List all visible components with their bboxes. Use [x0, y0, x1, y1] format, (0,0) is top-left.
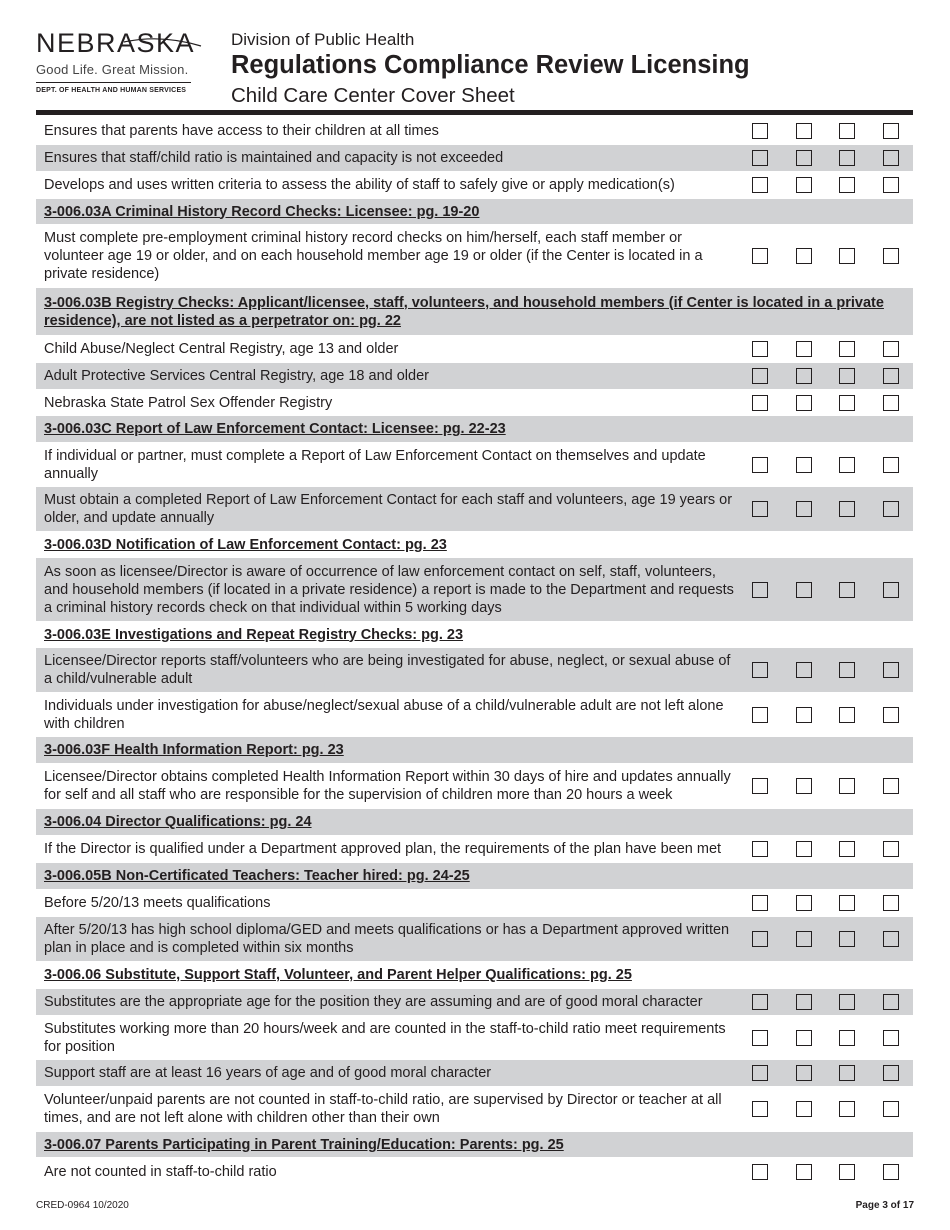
review-checkbox-4[interactable]	[883, 457, 899, 473]
review-checkbox-2[interactable]	[796, 248, 812, 264]
review-checkbox-2[interactable]	[796, 368, 812, 384]
page-header	[0, 0, 950, 112]
section-header-row	[36, 622, 913, 648]
checklist-row	[36, 836, 913, 863]
review-checkbox-1[interactable]	[752, 931, 768, 947]
review-checkbox-2[interactable]	[796, 1101, 812, 1117]
requirement-text: Licensee/Director obtains completed Health Information Report within 30 days of hire and updates annually for self and all staff who are responsible for the supervision of children more than 20 hours a week	[44, 769, 731, 803]
review-checkbox-4[interactable]	[883, 341, 899, 357]
review-checkbox-3[interactable]	[839, 457, 855, 473]
review-checkbox-3[interactable]	[839, 501, 855, 517]
nebraska-dhhs-logo	[36, 28, 206, 94]
review-checkbox-1[interactable]	[752, 1065, 768, 1081]
compliance-checklist	[36, 118, 913, 1186]
review-checkbox-1[interactable]	[752, 1101, 768, 1117]
review-checkbox-4[interactable]	[883, 248, 899, 264]
requirement-text: Must obtain a completed Report of Law Enforcement Contact for each staff and volunteers, age 19 years or older, and update annually	[44, 492, 733, 526]
review-checkbox-4[interactable]	[883, 1101, 899, 1117]
section-heading: 3-006.03C Report of Law Enforcement Contact: Licensee: pg. 22-23	[44, 421, 506, 437]
section-header-row	[36, 416, 913, 443]
review-checkbox-2[interactable]	[796, 1030, 812, 1046]
header-divider	[36, 110, 913, 115]
review-checkbox-2[interactable]	[796, 931, 812, 947]
review-checkbox-4[interactable]	[883, 778, 899, 794]
checklist-row	[36, 145, 913, 172]
review-checkbox-3[interactable]	[839, 177, 855, 193]
logo-wordmark: NEBRASKA	[36, 28, 196, 58]
requirement-text: Develops and uses written criteria to assess the ability of staff to safely give or apply medication(s)	[44, 177, 675, 193]
review-checkbox-2[interactable]	[796, 778, 812, 794]
section-heading: 3-006.04 Director Qualifications: pg. 24	[44, 814, 312, 830]
section-heading: 3-006.03D Notification of Law Enforcement Contact: pg. 23	[44, 536, 447, 553]
division-name: Division of Public Health	[231, 30, 415, 49]
review-checkbox-3[interactable]	[839, 248, 855, 264]
review-checkbox-3[interactable]	[839, 150, 855, 166]
requirement-text: Volunteer/unpaid parents are not counted in staff-to-child ratio, are supervised by Director or teacher at all times, and are not left alone with children other than their own	[44, 1092, 722, 1126]
review-checkbox-3[interactable]	[839, 368, 855, 384]
requirement-text: Licensee/Director reports staff/volunteers who are being investigated for abuse, neglect, or sexual abuse of a child/vulnerable adult	[44, 653, 731, 687]
review-checkbox-4[interactable]	[883, 994, 899, 1010]
review-checkbox-2[interactable]	[796, 707, 812, 723]
section-header-row	[36, 809, 913, 836]
requirement-text: Ensures that parents have access to their children at all times	[44, 123, 439, 139]
review-checkbox-4[interactable]	[883, 501, 899, 517]
review-checkbox-3[interactable]	[839, 931, 855, 947]
review-checkbox-2[interactable]	[796, 1065, 812, 1081]
section-heading: 3-006.03A Criminal History Record Checks: Licensee: pg. 19-20	[44, 203, 480, 220]
review-checkbox-4[interactable]	[883, 895, 899, 911]
logo-divider	[36, 82, 191, 83]
review-checkbox-3[interactable]	[839, 895, 855, 911]
page-subtitle: Child Care Center Cover Sheet	[231, 84, 515, 107]
review-checkbox-4[interactable]	[883, 1030, 899, 1046]
review-checkbox-4[interactable]	[883, 1164, 899, 1180]
checklist-row	[36, 890, 913, 917]
checklist-row	[36, 336, 913, 363]
logo-department: DEPT. OF HEALTH AND HUMAN SERVICES	[36, 87, 187, 94]
review-checkbox-1[interactable]	[752, 150, 768, 166]
checklist-row	[36, 648, 913, 693]
review-checkbox-1[interactable]	[752, 123, 768, 139]
requirement-text: Are not counted in staff-to-child ratio	[44, 1163, 277, 1180]
checklist-row	[36, 172, 913, 199]
checklist-row	[36, 693, 913, 737]
review-checkbox-3[interactable]	[839, 341, 855, 357]
review-checkbox-4[interactable]	[883, 662, 899, 678]
requirement-text: Support staff are at least 16 years of age and of good moral character	[44, 1065, 492, 1081]
checklist-row	[36, 1016, 913, 1060]
review-checkbox-1[interactable]	[752, 395, 768, 411]
review-checkbox-4[interactable]	[883, 931, 899, 947]
review-checkbox-2[interactable]	[796, 582, 812, 598]
checklist-row	[36, 1087, 913, 1132]
checklist-row	[36, 917, 913, 962]
section-header-row	[36, 962, 913, 989]
review-checkbox-2[interactable]	[796, 662, 812, 678]
checklist-row	[36, 363, 913, 390]
requirement-text: Must complete pre-employment criminal history record checks on him/herself, each staff member or volunteer age 19 or older, and on each household member age 19 or older (if the Center is located in a private residence)	[44, 230, 703, 282]
review-checkbox-2[interactable]	[796, 994, 812, 1010]
checklist-row	[36, 443, 913, 487]
page-number: Page 3 of 17	[855, 1200, 914, 1211]
review-checkbox-1[interactable]	[752, 248, 768, 264]
section-header-row	[36, 1132, 913, 1158]
review-checkbox-3[interactable]	[839, 994, 855, 1010]
logo-swoosh-icon	[36, 28, 206, 58]
review-checkbox-4[interactable]	[883, 150, 899, 166]
review-checkbox-2[interactable]	[796, 895, 812, 911]
review-checkbox-3[interactable]	[839, 123, 855, 139]
review-checkbox-2[interactable]	[796, 341, 812, 357]
review-checkbox-4[interactable]	[883, 707, 899, 723]
review-checkbox-4[interactable]	[883, 123, 899, 139]
requirement-text: After 5/20/13 has high school diploma/GED and meets qualifications or has a Department approved written plan in place and is completed within six months	[44, 922, 730, 956]
review-checkbox-1[interactable]	[752, 778, 768, 794]
review-checkbox-2[interactable]	[796, 457, 812, 473]
section-header-row	[36, 737, 913, 764]
review-checkbox-3[interactable]	[839, 1164, 855, 1180]
section-heading: 3-006.07 Parents Participating in Parent Training/Education: Parents: pg. 25	[44, 1136, 564, 1153]
review-checkbox-3[interactable]	[839, 662, 855, 678]
checklist-row	[36, 225, 913, 288]
review-checkbox-2[interactable]	[796, 123, 812, 139]
review-checkbox-2[interactable]	[796, 501, 812, 517]
review-checkbox-4[interactable]	[883, 841, 899, 857]
review-checkbox-3[interactable]	[839, 1030, 855, 1046]
page-title: Regulations Compliance Review Licensing	[231, 51, 750, 79]
section-header-row	[36, 863, 913, 890]
review-checkbox-3[interactable]	[839, 1101, 855, 1117]
logo-tagline: Good Life. Great Mission.	[36, 62, 189, 77]
review-checkbox-1[interactable]	[752, 582, 768, 598]
section-header-row	[36, 532, 913, 558]
review-checkbox-2[interactable]	[796, 841, 812, 857]
requirement-text: Nebraska State Patrol Sex Offender Registry	[44, 394, 333, 411]
section-heading: 3-006.03F Health Information Report: pg. 23	[44, 742, 344, 758]
review-checkbox-1[interactable]	[752, 1030, 768, 1046]
requirement-text: Substitutes are the appropriate age for the position they are assuming and are of good moral character	[44, 994, 703, 1010]
requirement-text: If the Director is qualified under a Department approved plan, the requirements of the plan have been met	[44, 841, 722, 857]
section-heading: 3-006.06 Substitute, Support Staff, Volunteer, and Parent Helper Qualifications: pg. 25	[44, 967, 632, 983]
requirement-text: Substitutes working more than 20 hours/week and are counted in the staff-to-child ratio meet requirements for position	[44, 1020, 726, 1055]
review-checkbox-1[interactable]	[752, 341, 768, 357]
review-checkbox-2[interactable]	[796, 150, 812, 166]
review-checkbox-2[interactable]	[796, 1164, 812, 1180]
review-checkbox-1[interactable]	[752, 1164, 768, 1180]
checklist-row	[36, 390, 913, 416]
requirement-text: Child Abuse/Neglect Central Registry, age 13 and older	[44, 341, 399, 357]
review-checkbox-1[interactable]	[752, 841, 768, 857]
review-checkbox-3[interactable]	[839, 841, 855, 857]
section-heading: 3-006.05B Non-Certificated Teachers: Teacher hired: pg. 24-25	[44, 868, 470, 884]
review-checkbox-1[interactable]	[752, 895, 768, 911]
review-checkbox-1[interactable]	[752, 994, 768, 1010]
checklist-row	[36, 764, 913, 809]
review-checkbox-3[interactable]	[839, 707, 855, 723]
requirement-text: Adult Protective Services Central Registry, age 18 and older	[44, 368, 429, 384]
section-heading: 3-006.03B Registry Checks: Applicant/licensee, staff, volunteers, and household members (if Center is located in a private residence), are not listed as a perpetrator on: pg. 22	[44, 294, 884, 329]
checklist-row	[36, 558, 913, 622]
section-header-row	[36, 199, 913, 225]
review-checkbox-3[interactable]	[839, 778, 855, 794]
checklist-row	[36, 487, 913, 532]
review-checkbox-3[interactable]	[839, 1065, 855, 1081]
checklist-row	[36, 989, 913, 1016]
form-id: CRED-0964 10/2020	[36, 1200, 129, 1211]
review-checkbox-1[interactable]	[752, 501, 768, 517]
requirement-text: Individuals under investigation for abuse/neglect/sexual abuse of a child/vulnerable adult are not left alone with children	[44, 697, 724, 732]
section-header-row	[36, 288, 913, 336]
review-checkbox-1[interactable]	[752, 457, 768, 473]
review-checkbox-2[interactable]	[796, 177, 812, 193]
review-checkbox-1[interactable]	[752, 662, 768, 678]
review-checkbox-1[interactable]	[752, 368, 768, 384]
review-checkbox-1[interactable]	[752, 707, 768, 723]
requirement-text: As soon as licensee/Director is aware of occurrence of law enforcement contact on self, staff, volunteers, and household members (if located in a private residence) a report is made to the Department and requests a criminal history records check on that individual within 5 working days	[44, 563, 734, 616]
checklist-row	[36, 118, 913, 145]
review-checkbox-4[interactable]	[883, 582, 899, 598]
review-checkbox-3[interactable]	[839, 582, 855, 598]
review-checkbox-3[interactable]	[839, 395, 855, 411]
review-checkbox-2[interactable]	[796, 395, 812, 411]
requirement-text: Before 5/20/13 meets qualifications	[44, 895, 271, 911]
review-checkbox-1[interactable]	[752, 177, 768, 193]
section-heading: 3-006.03E Investigations and Repeat Registry Checks: pg. 23	[44, 626, 464, 643]
checklist-row	[36, 1060, 913, 1087]
requirement-text: Ensures that staff/child ratio is maintained and capacity is not exceeded	[44, 150, 504, 166]
review-checkbox-4[interactable]	[883, 368, 899, 384]
requirement-text: If individual or partner, must complete a Report of Law Enforcement Contact on themselves and update annually	[44, 447, 706, 482]
checklist-row	[36, 1158, 913, 1186]
review-checkbox-4[interactable]	[883, 1065, 899, 1081]
review-checkbox-4[interactable]	[883, 177, 899, 193]
review-checkbox-4[interactable]	[883, 395, 899, 411]
